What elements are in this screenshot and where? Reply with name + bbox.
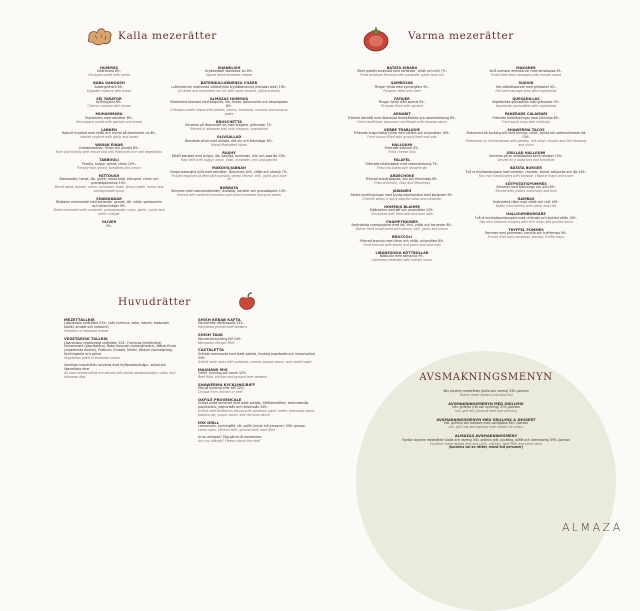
menu-item-sv: Oxfilé, kyckling och lamm 329:-: [198, 370, 247, 375]
menu-item-sv: Fjorton stycken mezerätter (kalla och varma) inkl. grillmix (rät, kyckling, oxfilé och lammracks) 595:-/person: [402, 437, 570, 442]
menu-item-name: SEJ TARATOR: [96, 96, 122, 101]
menu-item: [53, 112, 165, 124]
tomato-icon: [362, 26, 390, 52]
menu-item-name: FATAJER: [394, 96, 410, 101]
menu-item: [170, 135, 288, 147]
menu-item-sv: Pommes med parmesan, persilja och tryffelmajo 99:-: [484, 231, 568, 236]
menu-item-en: Chicken wings in spicy paprika salsa and coriander: [362, 196, 442, 201]
menu-item-sv: Kikärtsröra 89:-: [97, 69, 121, 74]
menu-item-sv: Rödbetor marinerade med koriander, granat, lök, vitlök, spiskummin och tahinivinäger 99:-: [55, 200, 163, 209]
menu-item: [53, 197, 165, 217]
menu-item-sv: Vegetariska quesadillas med grönsaker 95:-: [492, 100, 560, 105]
menu-item-sv: Serveras på en salladsbädd samt tomater 159:-: [489, 154, 563, 159]
menu-item-en: Marinated chicken fillet: [198, 340, 235, 345]
menu-item: [376, 402, 596, 414]
menu-item-en: Served with grated manchego and aioli: [495, 188, 557, 193]
menu-item-sv: Friterad kronärtskocka, oliv och Manchego 89:-: [365, 177, 439, 182]
menu-item: [465, 166, 587, 178]
menu-item-name: KEBBE TRABLOSIE: [384, 127, 420, 132]
menu-item-sv: Libanesiska vegetariska smårätter 229:- Hummus (kikärtsröra), Muhammara (paprikaröra), Baba Ganoush (aubergineröra), Warak Einab (vegetariska dolmar), Fattoush, Arnabit, Falafel, Fatayer (spenatpirog), Kycklingbolla och sallad: [64, 340, 176, 357]
menu-item-sv: inkl. grillmix (rät och kyckling) 375:-/person: [452, 405, 520, 410]
menu-item-en: Choose from chicken or beef: [198, 390, 243, 395]
menu-item-name: SUJUUK: [518, 81, 534, 86]
menu-item-en: Chickpeas with fried beef and pine nuts: [371, 211, 433, 216]
menu-item-sv: Är du allergisk? Säg gärna till personalen: [198, 435, 262, 440]
menu-item-en: Vegetarian plate of lebanese mezes: [64, 356, 120, 361]
avs-heading: AVSMAKNINGSMENYN: [419, 372, 553, 383]
menu-item-en: Hot beef sausage stew with vegetables: [495, 88, 557, 93]
menu-item-sv: inkl. grillmix och baklava med vaniljglass 450:-/person: [443, 421, 529, 426]
menu-item-name: MIX GRILL: [198, 421, 220, 426]
menu-item-sv: Grillade lammracks med stekt potatis, kryddig paprikasås och mixad sallad 349:-: [198, 351, 315, 360]
menu-item-en: All main dishes below are served with potato wedges/bulgur, salad, and lebanese dips: [64, 370, 176, 379]
menu-item: [342, 235, 462, 247]
menu-item-sv: Shawerma på kyckling biff med persilja, vitlök, tomat och saltmarinerade lök 139:-: [466, 131, 586, 139]
huvud-mid-column: [198, 318, 318, 447]
menu-item-en: Butter fried mushrooms with onions, chili, garlic and lemon: [356, 227, 448, 232]
menu-item-en: Beef fillet, chicken and ground beef skewers: [198, 374, 267, 379]
menu-item-name: ALMAZAS HUMMUS: [209, 96, 249, 101]
menu-item-sv: Stekt potatis smaksatt med koriander, vitlök och chili 79:-: [357, 69, 447, 74]
menu-item-en: incl. grill mix (ground beef and chicken): [455, 409, 517, 414]
menu-item-en: Fried squid rings with chilimajo: [501, 119, 551, 124]
menu-item-sv: Små svenska lammkorvar med tomatsalsa 95:-: [489, 69, 563, 74]
menu-item-sv: Tolv stycken mezerätter (kalla och varma) 335:-/person: [443, 389, 529, 393]
menu-item-name: RASHY: [222, 150, 236, 155]
pepper-icon: [236, 292, 258, 312]
menu-item-name: MEZETTALLRIK: [64, 318, 95, 322]
menu-item-en: incl. grill mix and baklava with vanilla ice cream: [448, 425, 524, 430]
menu-item-sv: Två st minihamburgare med cheddar, cheddar, tomat, saltgurka och lök 149:-: [465, 169, 587, 174]
menu-item-sv: Smörstekta champinjoner med lök, chili, vitlök och koriander 89:-: [351, 223, 453, 228]
menu-item-name: BURRATA: [219, 185, 239, 190]
menu-item-note: (kockens val av rätter, minst två personer): [448, 445, 524, 450]
menu-item-sv: Pirogar fyllda med kycklingfärs 95:-: [374, 84, 430, 89]
menu-item-name: BATERNIA/LUBNENSA CHARR: [200, 81, 258, 86]
menu-item-sv: Marinerade nötfärsspett 245:-: [198, 321, 245, 326]
menu-item-en: Air dried and marinated rue roll with spice mixture, (Jaljuca steak): [177, 88, 281, 93]
menu-item: [465, 197, 587, 209]
menu-item: [198, 421, 318, 433]
menu-item-sv: Vinbladsdolmar, citron och olivolja 89:-: [78, 146, 140, 151]
menu-item: [342, 251, 462, 263]
menu-item-name: BROCCOLI: [392, 235, 412, 240]
menu-item: [53, 143, 165, 155]
menu-item-sv: Paprikaröra med valnötter 89:-: [85, 115, 133, 120]
menu-item-name: SHANKLISH: [217, 66, 241, 70]
menu-item-name: HOMMUS BLAHME: [384, 204, 420, 209]
menu-item-en: Marinated ground beef skewers: [198, 325, 248, 330]
menu-item-name: MUHAMMARA: [95, 112, 123, 117]
menu-item-name: FALAFEL: [393, 158, 411, 163]
menu-item-sv: Blandsallad, tomat, lök, gurka, rostat bröd, örtingred. citron och granatäpplesirap 109:-: [59, 177, 159, 186]
ginger-icon: [86, 24, 114, 46]
menu-item-sv: 59:-: [105, 223, 113, 228]
menu-item: [342, 128, 462, 140]
menu-item-sv: Serveras på libanesiskt vis med oregano, grönsaker 79:-: [185, 123, 273, 128]
menu-item-name: BABA GANOUSH: [93, 81, 125, 86]
menu-item-en: Served with sardinet tomatoes and dried tomatoes and pom seeds: [177, 192, 281, 197]
menu-item: [376, 418, 596, 430]
menu-item-name: QUESADILLAS: [512, 96, 540, 101]
menu-item-en: Pickled eggplant stuffed with walnuts, sheep cheese, chili, garlic and olive oil: [171, 173, 287, 182]
menu-item-name: SHAWERMA KYCKLING/BIFF: [198, 382, 256, 387]
menu-item-name: CASTALETTA: [198, 348, 224, 353]
menu-item-name: HUMMUS: [99, 66, 119, 70]
menu-item-name: LABNEH: [101, 127, 117, 132]
menu-item-sv: Kikärtsröra blandad med sotgurka, lök, tomat, spiskummin och sesampasta 89:-: [170, 100, 288, 109]
menu-item-sv: Yoghurt krydded med vitlök och mynta på libanesiskt vis 89:-: [61, 131, 157, 136]
menu-item-name: LIBANESISKA KÖTTBULLAR: [375, 250, 429, 255]
menu-item: [342, 174, 462, 186]
menu-item: [170, 66, 288, 78]
menu-item: [342, 97, 462, 109]
menu-item-name: ALMAZAS AVSMAKNINGSMENY: [454, 434, 518, 439]
menu-item: [53, 158, 165, 170]
menu-item: [342, 66, 462, 78]
menu-item-en: Two mini halloumi burgers with chili mayo and pickled onion: [479, 219, 573, 224]
menu-item-sv: Marinerad kyckling filé 249:-: [198, 336, 243, 341]
varma-mid-column: [342, 66, 462, 266]
menu-item: [64, 318, 176, 334]
menu-item: [342, 205, 462, 217]
menu-item-en: Parsley with lemon, tomatoes and lemon: [77, 165, 141, 170]
menu-item-sv: Friterade ostruller 95:-: [384, 146, 420, 151]
menu-item-name: GAMBAS: [517, 197, 535, 202]
menu-item-en: Beets marinated with coriander, pomegranate, onion, garlic, cumin and tahini vinegar: [53, 208, 165, 217]
kalla-mid-column: [170, 66, 288, 201]
menu-item: [465, 151, 587, 163]
menu-item: [465, 66, 587, 78]
menu-item-name: AVSMAKNINGSMENYN MED GRILLMIX: [448, 401, 524, 406]
menu-item: [376, 434, 596, 450]
menu-item-sv: Kycklingröra 89:-: [95, 100, 123, 105]
menu-item: [376, 390, 596, 398]
menu-item-name: MASHAWI MIX: [198, 367, 228, 372]
menu-item: [198, 348, 318, 364]
menu-item-sv: Libanesiska smårätter 235:- (välj hummus, baba, labneh, tabbouleh, falafel, arnabit och halloumi): [64, 321, 171, 330]
menu-item: [198, 368, 318, 380]
menu-item: [170, 120, 288, 132]
menu-item: [170, 81, 288, 93]
menu-item-en: Mixed Marinated olives: [211, 142, 247, 147]
menu-item-en: Chicken mixture with bread: [87, 104, 131, 109]
menu-item-sv: Friterade kikärtsbollar med sesamdressing 79:-: [365, 161, 439, 166]
menu-item-en: Served in lebanese way with oregano, vegetables: [190, 127, 268, 132]
menu-item-sv: Het nötköttskorvar med grönsaker 95:-: [495, 84, 557, 89]
menu-item: [64, 337, 176, 361]
menu-item-sv: Persilja, bulgur, tomat, citron 109:-: [81, 161, 136, 166]
menu-item-name: HALLOUMI: [391, 143, 413, 148]
menu-item-sv: Köttfil blandad med bulgur, lök, basilika, koriander, chili och paprika 139:-: [171, 154, 287, 159]
menu-item-en: Rice and tomato with lemon and chili filled with rice and vegetables: [56, 150, 162, 155]
menu-item-sv: Samtliga huvudrätter serveras med klyftpotatis/bulgur, sallad och libanesiska rörer: [64, 363, 167, 371]
menu-item-name: OLIVSALLAD: [216, 135, 242, 140]
menu-item-en: Grilled beef tenderloin served with potatoes, garlic butter, béarnaise sauce, paprika dip, yogurt sauce, and red wine sauce: [198, 409, 316, 418]
menu-item-name: WARAK EINAB: [95, 143, 123, 148]
varma-heading: Varma mezerätter: [408, 30, 514, 42]
menu-item-sv: Friterade bläckfiskringar med chilimajo 85:-: [492, 115, 560, 120]
menu-item: [170, 186, 288, 198]
menu-item: [342, 81, 462, 93]
menu-item-en: Small fried lamb sausages with tomato sauce: [490, 73, 562, 78]
menu-item-sv: Lammracks, kycklingfilé, rät, oxfilé (minst två personer) 399:-/person: [198, 424, 306, 429]
huvud-heading: Huvudrätter: [118, 296, 191, 308]
menu-item-en: Labneh yoghurt with garlic and bread: [79, 134, 139, 139]
menu-item-en: Pirogues filled with spinach: [380, 104, 424, 109]
menu-item-name: SHISH TAUK: [198, 333, 223, 338]
menu-item: [64, 364, 176, 380]
menu-item-en: Eggplant mixture with bread: [86, 88, 132, 93]
menu-item: [198, 436, 318, 444]
menu-item-en: Butter fried shrimp with garlic and chili: [495, 204, 557, 209]
menu-item-en: Fried chickpeas with sesame dip: [376, 165, 428, 170]
varma-right-column: [465, 66, 587, 243]
menu-item: [53, 174, 165, 194]
menu-item: [198, 318, 318, 330]
menu-item-sv: Friterade bulgurbollar fyllda med nötfärs och pinjenötter 109:-: [353, 131, 451, 136]
menu-item: [342, 220, 462, 232]
almaza-logo: ALMAZA: [562, 521, 623, 534]
menu-item-en: Lebanese meatballs with tomato sauce: [371, 258, 433, 263]
menu-item-en: Mixed salad, tomato, onion, cucumber, toast, string radish, lemon and pomegranate syrup: [54, 185, 164, 193]
menu-item: [170, 151, 288, 163]
menu-item-name: CHAMPYNJONER: [385, 220, 418, 225]
menu-item-sv: Pirogar fyllda med spenat 95:-: [378, 100, 426, 105]
menu-item-sv: Friterad blomkål med libanesisk blomkålsörta och sesamdressing 89:-: [347, 115, 457, 120]
menu-item-name: FATTOUSH: [98, 173, 120, 178]
menu-item-en: Served on a salad bed and tomatoes: [497, 158, 555, 163]
menu-item-name: HALLOUMIBURGARE: [506, 212, 546, 217]
menu-item-sv: Blandade oliver med olivolja, rött vin och örtvinäger 89:-: [185, 138, 273, 143]
menu-item: [198, 398, 318, 418]
menu-item-name: ARNABIT: [393, 112, 411, 117]
menu-item-en: Grilled lamb racks with potatoes, creamy pepper sauce, and mixed salad: [198, 359, 312, 364]
kalla-left-column: [53, 66, 165, 232]
menu-item-name: AVSMAKNINGSMENYN MED GRILLMIX & DESSERT: [436, 418, 536, 423]
menu-item-name: PANERADE CALAMARI: [504, 112, 548, 117]
menu-item-en: French fries with parmesan, parsley, truffle mayo: [487, 235, 565, 240]
menu-item: [465, 81, 587, 93]
menu-item-en: Pirogues filled with beef: [383, 88, 421, 93]
menu-item-en: Red pepper purée with walnuts and bread: [76, 119, 142, 124]
menu-item-name: VEGETARISK TALLRIK: [64, 337, 108, 342]
menu-item-en: Are you allergic? Please inform the staff: [198, 439, 260, 444]
menu-item-name: BATATA KIBARA: [386, 66, 418, 70]
menu-item-en: Lamb racks, chicken fillet, ground beef, beef fillet: [198, 428, 275, 433]
menu-item: [465, 97, 587, 109]
menu-item-sv: Aubergineröra 89:-: [94, 84, 124, 89]
menu-item-sv: Grillad oxfilé serverad med stekt potatis, vitlöksmorötter, bearnaisesås, paprikaröra, yoghurtsås och rödvinssås 349:-: [198, 401, 310, 410]
menu-item: [465, 112, 587, 124]
menu-item-en: Vegetarian quesadillas with vegetables: [495, 104, 557, 109]
huvud-left-column: [64, 318, 176, 383]
menu-item: [465, 182, 587, 194]
menu-item: [198, 333, 318, 345]
menu-item-name: SHISH KEBAB KAFTA: [198, 318, 241, 322]
menu-item-sv: Kryddostsall libanesisk vis 89:-: [205, 69, 253, 74]
menu-item-sv: Nötbullar med samanda 99:-: [379, 254, 425, 259]
menu-item-en: Fourteen meze dishes (hot and cold), chicken, beef fillet and lamb racks: [429, 441, 543, 446]
menu-item-sv: Inlagd aubergine fylld med valnötter, förbrukad, chili, vitlök och olivolja 79:-: [170, 169, 288, 174]
menu-item-name: SÖTPOTATISPOMMES: [505, 181, 547, 186]
kalla-heading: Kalla mezerätter: [118, 30, 217, 42]
menu-item-en: Shawarma on chicken/steak with parsley, red onion, tomato and bite dressing and onion: [465, 138, 587, 147]
menu-item-name: BRUSCHETTA: [216, 120, 242, 125]
menu-item-name: SHAWANDAR: [96, 197, 122, 202]
menu-item: [53, 128, 165, 140]
menu-item: [170, 97, 288, 117]
menu-item-en: Raw beef with bulgur, onion, basil, coriander, chili and paprika: [180, 158, 278, 163]
menu-item: [53, 66, 165, 78]
menu-item-name: TABBOULI: [99, 158, 119, 163]
menu-item: [465, 228, 587, 240]
menu-item-name: JAWANEH: [392, 189, 412, 194]
menu-item-en: Fried cauliflower seasoned cauliflower with sesame sauce: [357, 119, 447, 124]
menu-item-sv: Två st minihalloumiburgare med chilimajo och pickled vitlök 149:-: [474, 215, 578, 220]
menu-item-en: Fried potatoes flavored with coriander, garlic and chili: [360, 73, 444, 78]
menu-item: [198, 383, 318, 395]
menu-item: [53, 97, 165, 109]
menu-item-name: BATATA BURGER: [510, 166, 542, 171]
menu-item: [342, 143, 462, 155]
menu-item: [342, 112, 462, 124]
menu-item-name: OXFILÉ PROVENCALE: [198, 398, 242, 402]
menu-item-name: ARDECHOKE: [389, 173, 415, 178]
avs-column: [376, 390, 596, 454]
menu-item-sv: Luftvinad och marinerad vitlöksfyllda kryddblandning (haljukas stek) 139:-: [171, 84, 287, 89]
menu-item-en: Fried broccoli with lemon and garlic and pine nuts: [363, 242, 441, 247]
menu-item: [53, 220, 165, 228]
menu-item: [342, 158, 462, 170]
menu-item-en: Fried cheese rolls: [388, 150, 416, 155]
menu-item-name: TRYFFEL POMMES: [508, 227, 544, 232]
menu-item-sv: Stekta kycklingvingar med krydig paprikasalsa med koriander 99:-: [350, 192, 454, 197]
menu-item: [342, 189, 462, 201]
menu-item: [53, 81, 165, 93]
menu-item-sv: Välj på kyckling eller biff 229:-: [198, 386, 245, 391]
menu-item-name: OLIVER: [101, 220, 117, 225]
menu-item-en: Selection of lebanese mezes: [64, 329, 109, 334]
menu-item-en: Chickpea purée with bread: [88, 73, 130, 78]
menu-item-sv: Kikärtsröra med biff och pinjenötter 109:-: [369, 208, 435, 213]
menu-item-en: Spiced dried lebanese cheese: [205, 73, 253, 78]
menu-item-en: Chickpea purée mixed with pickles, onions, tomatoes, cummin and sesame paste: [170, 108, 288, 116]
menu-item-name: MAKDOS/JABNAH: [212, 166, 246, 171]
menu-item-name: SHAWERMA TACOS: [507, 127, 545, 132]
menu-item-sv: Smörstekta räkor med vitlök och chili 149:-: [492, 200, 560, 205]
menu-item-name: GRILLAD HALLOUMI: [506, 150, 546, 155]
menu-item-sv: Friterad broccoli med citron och vitlök, pinjenötter 89:-: [359, 238, 445, 243]
menu-item-en: Two mini hamburgers with cheddar, chipotle mayo and onion: [478, 173, 574, 178]
menu-item-name: SAMBOSAK: [390, 81, 414, 86]
menu-item: [170, 166, 288, 182]
menu-item-sv: Serveras med rostcarkotomater, avokado, tomater och granatäpplen 139:-: [170, 188, 288, 193]
menu-item-en: Twelve meze dishes (cold and hot): [459, 392, 513, 397]
menu-item-sv: Serveras med Manchego och aioli 89:-: [496, 185, 556, 190]
menu-item: [465, 212, 587, 224]
menu-item: [465, 128, 587, 148]
menu-item-en: Fried artichoke, olive and Manchego: [373, 181, 431, 186]
menu-item-name: MAKANEK: [516, 66, 536, 70]
menu-item-en: Fried bulgur filled with ground beef and nuts: [367, 134, 437, 139]
